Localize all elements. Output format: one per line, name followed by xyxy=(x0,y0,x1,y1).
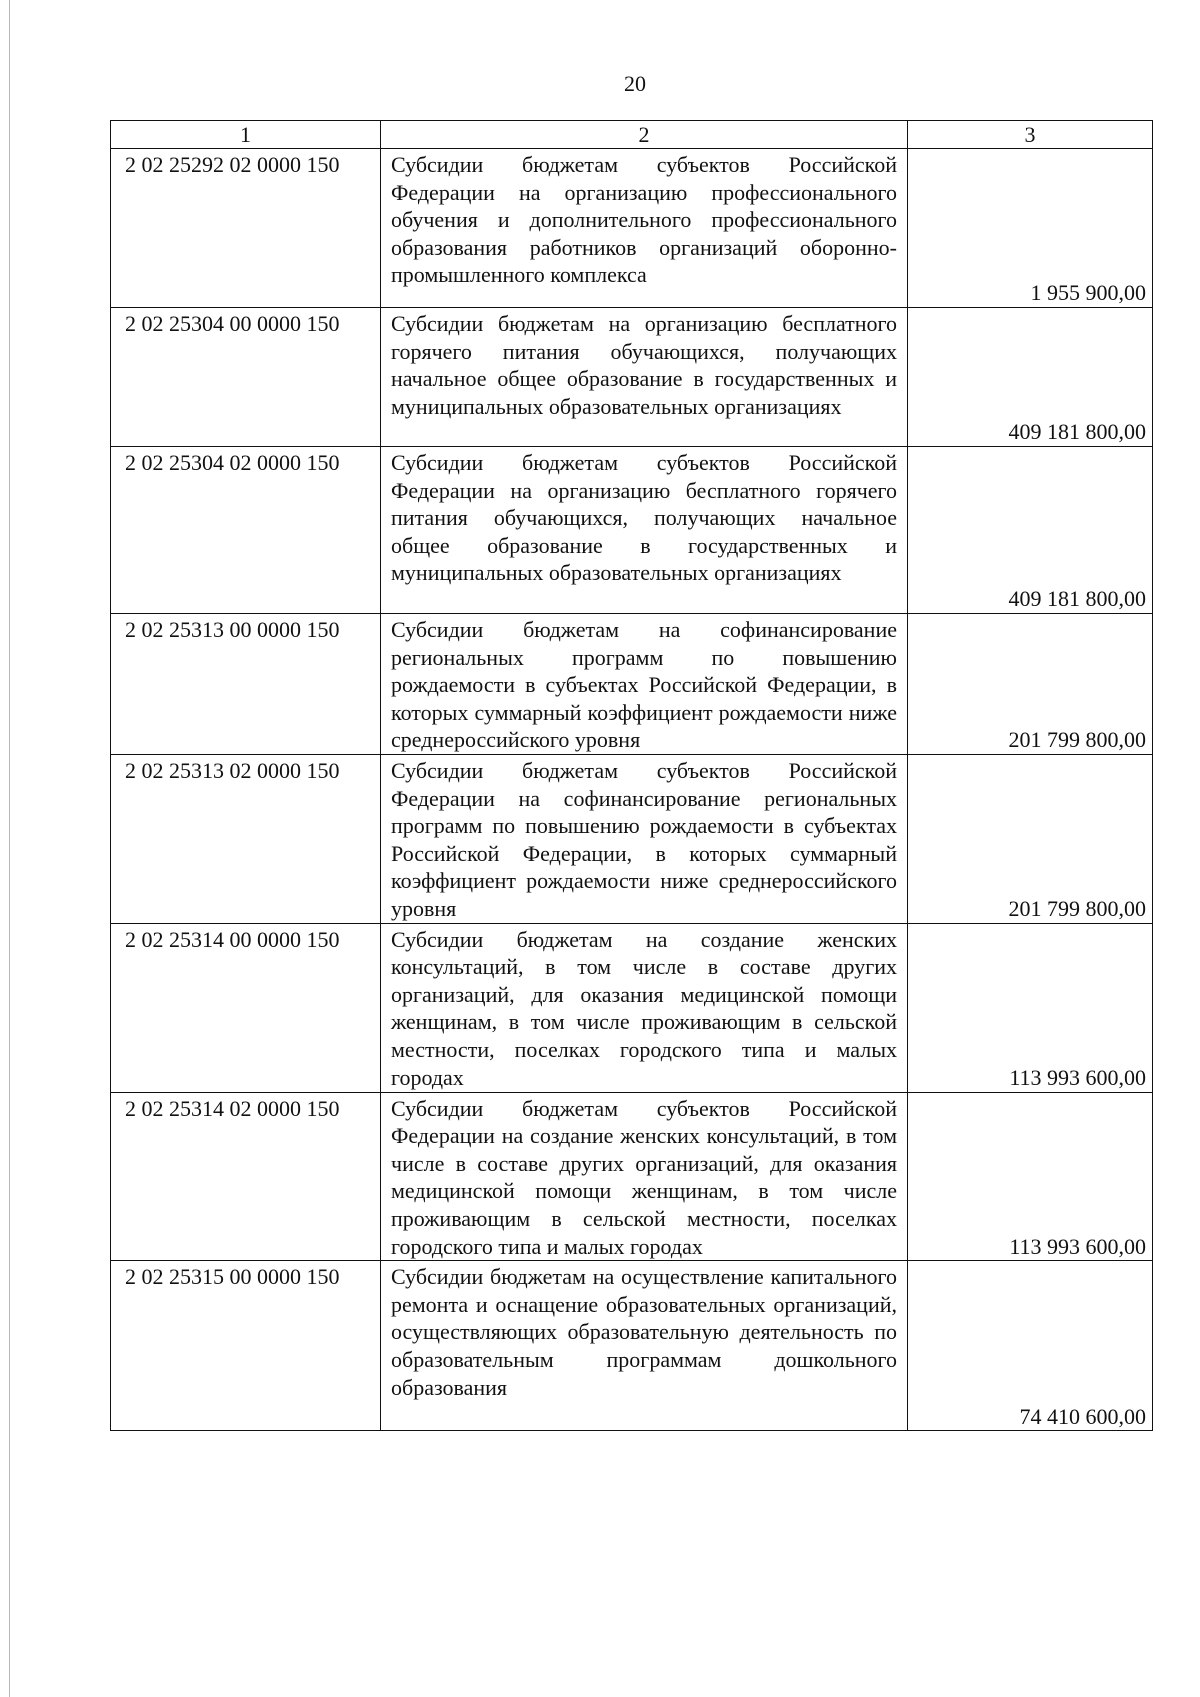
budget-code-cell: 2 02 25315 00 0000 150 xyxy=(111,1261,381,1431)
column-header-code: 1 xyxy=(111,121,381,149)
table-row xyxy=(111,1261,1153,1431)
budget-amount-cell: 113 993 600,00 xyxy=(908,923,1153,1092)
budget-code-cell: 2 02 25304 00 0000 150 xyxy=(111,308,381,447)
budget-amount-cell: 201 799 800,00 xyxy=(908,755,1153,924)
budget-name-cell: Субсидии бюджетам субъектов Российской Федерации на организацию бесплатного горячего питания обучающихся, получающих начальное общее образование в государственных и муниципальных образовательных организациях xyxy=(381,447,908,614)
budget-code-cell: 2 02 25292 02 0000 150 xyxy=(111,149,381,308)
budget-amount-cell: 74 410 600,00 xyxy=(908,1261,1153,1431)
scan-margin-line xyxy=(9,0,10,1697)
budget-code-cell: 2 02 25313 00 0000 150 xyxy=(111,614,381,755)
budget-name-cell: Субсидии бюджетам на организацию бесплатного горячего питания обучающихся, получающих начальное общее образование в государственных и муниципальных образовательных организациях xyxy=(381,308,908,447)
budget-name-cell: Субсидии бюджетам субъектов Российской Федерации на организацию профессионального обучения и дополнительного профессионального образования работников организаций оборонно-промышленного комплекса xyxy=(381,149,908,308)
budget-name-cell: Субсидии бюджетам субъектов Российской Федерации на создание женских консультаций, в том числе в составе других организаций, для оказания медицинской помощи женщинам, в том числе проживающим в сельской местности, поселках городского типа и малых городах xyxy=(381,1092,908,1261)
table-row xyxy=(111,1092,1153,1261)
budget-amount-cell: 1 955 900,00 xyxy=(908,149,1153,308)
budget-amount-cell: 113 993 600,00 xyxy=(908,1092,1153,1261)
table-row xyxy=(111,447,1153,614)
budget-amount-cell: 409 181 800,00 xyxy=(908,447,1153,614)
page-number: 20 xyxy=(624,71,646,96)
budget-name-cell: Субсидии бюджетам на софинансирование региональных программ по повышению рождаемости в субъектах Российской Федерации, в которых суммарный коэффициент рождаемости ниже среднероссийского уровня xyxy=(381,614,908,755)
table-header-row xyxy=(111,121,1153,149)
budget-amount-cell: 201 799 800,00 xyxy=(908,614,1153,755)
table-row xyxy=(111,923,1153,1092)
budget-name-cell: Субсидии бюджетам на создание женских консультаций, в том числе в составе других организаций, для оказания медицинской помощи женщинам, в том числе проживающим в сельской местности, поселках городского типа и малых городах xyxy=(381,923,908,1092)
budget-amount-cell: 409 181 800,00 xyxy=(908,308,1153,447)
column-header-amount: 3 xyxy=(908,121,1153,149)
table-row xyxy=(111,308,1153,447)
table-row xyxy=(111,755,1153,924)
table-row xyxy=(111,614,1153,755)
budget-code-cell: 2 02 25314 00 0000 150 xyxy=(111,923,381,1092)
budget-name-cell: Субсидии бюджетам на осуществление капитального ремонта и оснащение образовательных организаций, осуществляющих образовательную деятельность по образовательным программам дошкольного образования xyxy=(381,1261,908,1431)
budget-name-cell: Субсидии бюджетам субъектов Российской Федерации на софинансирование региональных программ по повышению рождаемости в субъектах Российской Федерации, в которых суммарный коэффициент рождаемости ниже среднероссийского уровня xyxy=(381,755,908,924)
budget-code-cell: 2 02 25314 02 0000 150 xyxy=(111,1092,381,1261)
column-header-name: 2 xyxy=(381,121,908,149)
table-row xyxy=(111,149,1153,308)
budget-table xyxy=(110,120,1153,1431)
budget-code-cell: 2 02 25313 02 0000 150 xyxy=(111,755,381,924)
budget-code-cell: 2 02 25304 02 0000 150 xyxy=(111,447,381,614)
